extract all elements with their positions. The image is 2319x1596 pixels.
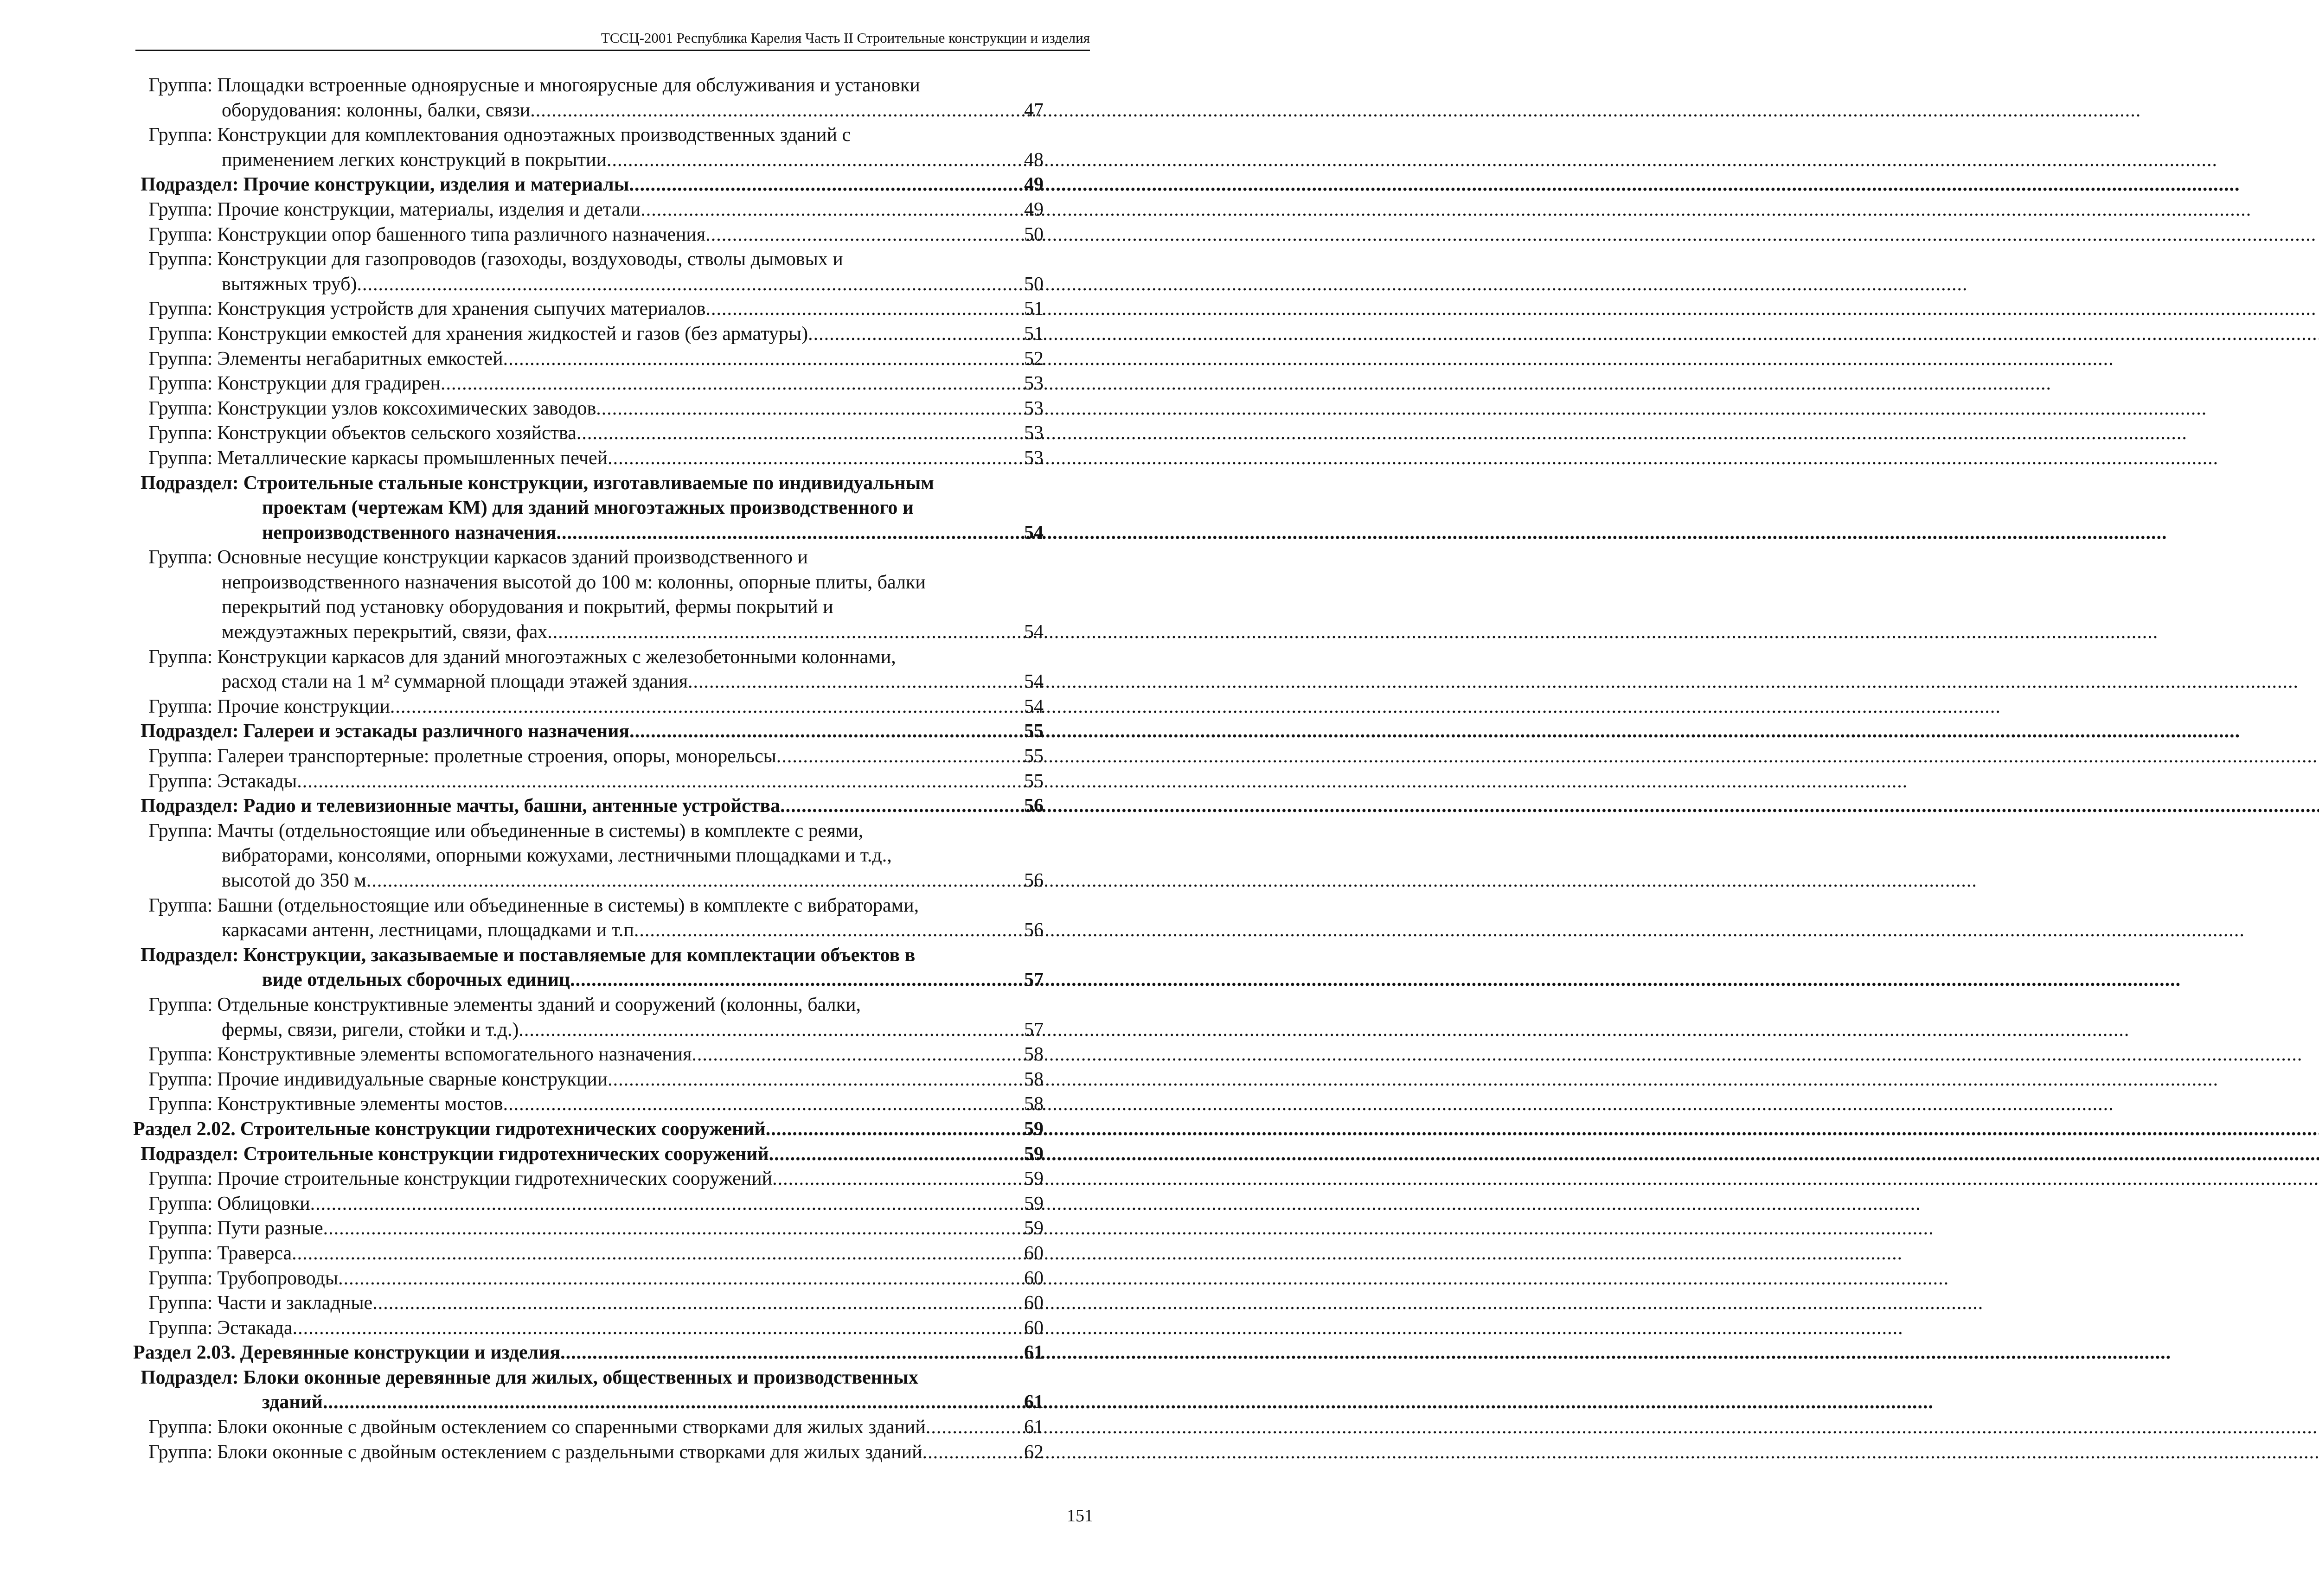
toc-entry-group [0, 1291, 1126, 1316]
toc-page-number: 48 [1024, 149, 1044, 171]
toc-entry-title: Траверса [217, 1242, 292, 1264]
dot-leader [503, 1092, 1024, 1117]
toc-entry-subsection [0, 943, 1126, 993]
toc-entry-group [0, 421, 1126, 446]
dot-leader [560, 1341, 1024, 1366]
toc-entry-group [0, 894, 1126, 943]
toc-page-number: 59 [1024, 1193, 1044, 1214]
toc-entry-title: Отдельные конструктивные элементы зданий и сооружений (колонны, балки, [217, 994, 861, 1015]
toc-entry-title: применением легких конструкций в покрытии [222, 149, 607, 171]
dot-leader [808, 322, 1024, 347]
toc-entry-title: проектам (чертежам КМ) для зданий многоэтажных производственного и [262, 497, 914, 519]
toc-entry-section [0, 1341, 1126, 1366]
dot-leader [608, 446, 1024, 471]
toc-entry-label: Группа: [148, 75, 213, 96]
toc-entry-subsection [0, 471, 1126, 546]
toc-entry-group [0, 1316, 1126, 1341]
toc-entry-label: Группа: [148, 323, 213, 345]
toc-entry-label: Группа: [148, 1242, 213, 1264]
toc-entry-group [0, 396, 1126, 421]
toc-page-number: 60 [1024, 1317, 1044, 1339]
toc-entry-group [0, 1440, 1126, 1465]
dot-leader [596, 396, 1024, 421]
dot-leader [338, 1266, 1024, 1291]
toc-entry-group [0, 1092, 1126, 1117]
toc-entry-title: непроизводственного назначения [262, 522, 557, 543]
dot-leader [366, 868, 1024, 894]
toc-entry-title: Конструкции узлов коксохимических заводов [217, 397, 596, 419]
toc-page-number: 58 [1024, 1093, 1044, 1115]
toc-entry-label: Группа: [148, 298, 213, 320]
toc-entry-label: Группа: [148, 1193, 213, 1214]
toc-entry-title: Блоки оконные с двойным остеклением со спаренными створками для жилых зданий [217, 1417, 926, 1438]
toc-entry-title: Башни (отдельностоящие или объединенные в системы) в комплекте с вибраторами, [217, 894, 919, 916]
dot-leader [776, 744, 1024, 769]
toc-entry-group [0, 1266, 1126, 1291]
toc-entry-group [0, 223, 1126, 248]
toc-entry-title: Части и закладные [217, 1292, 373, 1314]
dot-leader [922, 1440, 1024, 1465]
toc-entry-title: фермы, связи, ригели, стойки и т.д.) [222, 1019, 519, 1041]
dot-leader [629, 172, 1024, 198]
table-of-contents [0, 73, 1126, 1465]
dot-leader [547, 620, 1024, 645]
toc-entry-group [0, 1241, 1126, 1266]
toc-entry-group [0, 695, 1126, 720]
toc-entry-title: Конструктивные элементы вспомогательного назначения [217, 1044, 692, 1066]
toc-entry-group [0, 371, 1126, 396]
toc-entry-label: Группа: [148, 994, 213, 1015]
toc-entry-title: Элементы негабаритных емкостей [217, 348, 503, 370]
toc-entry-label: Группа: [148, 1068, 213, 1090]
toc-entry-title: Строительные стальные конструкции, изготавливаемые по индивидуальным [243, 472, 934, 494]
toc-entry-title: Радио и телевизионные мачты, башни, антенные устройства [243, 795, 781, 817]
toc-page-number: 60 [1024, 1267, 1044, 1289]
toc-entry-subsection [0, 1366, 1126, 1415]
dot-leader [323, 1216, 1024, 1241]
toc-entry-label: Подраздел: [141, 174, 239, 196]
toc-page-number: 55 [1024, 746, 1044, 767]
toc-page-number: 61 [1024, 1392, 1044, 1413]
toc-entry-group [0, 1067, 1126, 1092]
toc-entry-title: Блоки оконные деревянные для жилых, общественных и производственных [243, 1366, 918, 1388]
dot-leader [607, 148, 1024, 173]
toc-entry-title: междуэтажных перекрытий, связи, фах [222, 621, 548, 643]
dot-leader [641, 198, 1024, 223]
toc-entry-group [0, 819, 1126, 894]
toc-entry-title: Основные несущие конструкции каркасов зданий производственного и [217, 547, 808, 568]
dot-leader [577, 421, 1024, 446]
toc-page-number: 57 [1024, 969, 1044, 991]
toc-entry-label: Группа: [148, 1168, 213, 1190]
toc-page-number: 55 [1024, 721, 1044, 742]
toc-page-number: 54 [1024, 621, 1044, 643]
dot-leader [634, 918, 1024, 943]
toc-entry-label: Группа: [148, 547, 213, 568]
dot-leader [688, 670, 1024, 695]
toc-entry-group [0, 247, 1126, 297]
toc-entry-label: Группа: [148, 422, 213, 444]
toc-entry-title: Конструктивные элементы мостов [217, 1093, 503, 1115]
toc-page-number: 55 [1024, 770, 1044, 792]
toc-page-number: 57 [1024, 1019, 1044, 1041]
toc-entry-title: Прочие индивидуальные сварные конструкции [217, 1068, 608, 1090]
toc-entry-section [0, 1117, 1126, 1142]
toc-entry-title: Прочие конструкции, материалы, изделия и детали [217, 198, 641, 220]
toc-page-number: 59 [1024, 1118, 1044, 1140]
dot-leader [705, 297, 1024, 322]
toc-entry-group [0, 73, 1126, 123]
toc-page-number: 50 [1024, 273, 1044, 295]
toc-entry-title: Прочие строительные конструкции гидротехнических сооружений [217, 1168, 773, 1190]
toc-entry-group [0, 744, 1126, 769]
toc-entry-title: вытяжных труб) [222, 273, 357, 295]
toc-entry-title: Пути разные [217, 1218, 323, 1239]
toc-page-number: 60 [1024, 1292, 1044, 1314]
toc-entry-title: зданий [262, 1392, 323, 1413]
toc-page-number: 54 [1024, 671, 1044, 693]
toc-entry-title: Конструкции, заказываемые и поставляемые для комплектации объектов в [243, 944, 916, 966]
toc-entry-title: Конструкции опор башенного типа различного назначения [217, 223, 706, 245]
toc-page-number: 56 [1024, 870, 1044, 891]
toc-entry-group [0, 1415, 1126, 1440]
toc-entry-label: Группа: [148, 1441, 213, 1463]
toc-entry-group [0, 297, 1126, 322]
toc-page-number: 58 [1024, 1068, 1044, 1090]
dot-leader [692, 1042, 1024, 1067]
toc-entry-title: расход стали на 1 м² суммарной площади этажей здания [222, 671, 688, 693]
toc-page-number: 49 [1024, 198, 1044, 220]
dot-leader [530, 98, 1024, 123]
toc-entry-title: Конструкции для газопроводов (газоходы, воздуховоды, стволы дымовых и [217, 249, 843, 270]
dot-leader [441, 371, 1024, 396]
toc-entry-title: Конструкция устройств для хранения сыпучих материалов [217, 298, 706, 320]
running-header: ТССЦ-2001 Республика Карелия Часть II Строительные конструкции и изделия [601, 30, 1090, 46]
toc-entry-title: вибраторами, консолями, опорными кожухами, лестничными площадками и т.д., [222, 845, 892, 867]
toc-entry-group [0, 993, 1126, 1042]
header-rule [135, 50, 1090, 51]
dot-leader [608, 1067, 1024, 1092]
dot-leader [503, 347, 1024, 372]
toc-entry-label: Группа: [148, 447, 213, 469]
toc-entry-title: Конструкции объектов сельского хозяйства [217, 422, 577, 444]
toc-entry-label: Группа: [148, 124, 213, 146]
dot-leader [629, 719, 1024, 744]
toc-page-number: 61 [1024, 1342, 1044, 1364]
toc-entry-label: Подраздел: [141, 944, 239, 966]
toc-page-number: 53 [1024, 447, 1044, 469]
toc-entry-title: Прочие конструкции [217, 696, 390, 717]
toc-page-number: 62 [1024, 1441, 1044, 1463]
toc-entry-label: Подраздел: [141, 1143, 239, 1165]
toc-entry-label: Группа: [148, 198, 213, 220]
toc-entry-group [0, 1042, 1126, 1067]
toc-entry-label: Группа: [148, 1317, 213, 1339]
dot-leader [772, 1167, 1024, 1192]
toc-entry-label: Раздел 2.02. [133, 1118, 236, 1140]
toc-entry-label: Группа: [148, 373, 213, 395]
toc-entry-title: Конструкции емкостей для хранения жидкостей и газов (без арматуры) [217, 323, 808, 345]
dot-leader [705, 223, 1024, 248]
toc-entry-label: Группа: [148, 770, 213, 792]
toc-entry-title: каркасами антенн, лестницами, площадками и т.п [222, 919, 634, 941]
toc-entry-group [0, 769, 1126, 794]
toc-entry-title: Мачты (отдельностоящие или объединенные в системы) в комплекте с реями, [217, 820, 864, 842]
toc-entry-subsection [0, 719, 1126, 744]
dot-leader [297, 769, 1024, 794]
toc-page-number: 60 [1024, 1242, 1044, 1264]
toc-entry-label: Группа: [148, 894, 213, 916]
toc-entry-label: Группа: [148, 646, 213, 668]
dot-leader [372, 1291, 1024, 1316]
toc-entry-title: виде отдельных сборочных единиц [262, 969, 570, 991]
toc-entry-title: Конструкции каркасов для зданий многоэтажных с железобетонными колоннами, [217, 646, 896, 668]
toc-entry-title: оборудования: колонны, балки, связи [222, 99, 531, 121]
toc-entry-label: Группа: [148, 249, 213, 270]
toc-page-number: 51 [1024, 323, 1044, 345]
toc-entry-label: Группа: [148, 746, 213, 767]
toc-entry-subsection [0, 172, 1126, 198]
dot-leader [390, 695, 1024, 720]
toc-entry-title: Галереи транспортерные: пролетные строения, опоры, монорельсы [217, 746, 776, 767]
toc-entry-subsection [0, 794, 1126, 819]
toc-page-number: 53 [1024, 397, 1044, 419]
toc-entry-title: Облицовки [217, 1193, 310, 1214]
toc-page-number: 59 [1024, 1143, 1044, 1165]
toc-entry-title: Строительные конструкции гидротехнических сооружений [243, 1143, 769, 1165]
toc-entry-title: непроизводственного назначения высотой до 100 м: колонны, опорные плиты, балки [222, 571, 926, 593]
toc-entry-title: Галереи и эстакады различного назначения [243, 721, 630, 742]
toc-page-number: 56 [1024, 795, 1044, 817]
toc-entry-label: Группа: [148, 1417, 213, 1438]
toc-entry-title: Конструкции для градирен [217, 373, 441, 395]
toc-entry-group [0, 347, 1126, 372]
toc-page-number: 51 [1024, 298, 1044, 320]
dot-leader [357, 272, 1025, 297]
toc-page-number: 56 [1024, 919, 1044, 941]
toc-entry-subsection [0, 1142, 1126, 1167]
toc-entry-label: Подраздел: [141, 1366, 239, 1388]
page-number: 151 [1067, 1506, 1093, 1526]
dot-leader [766, 1117, 1024, 1142]
dot-leader [926, 1415, 1024, 1440]
toc-page-number: 54 [1024, 522, 1044, 543]
toc-entry-title: Деревянные конструкции и изделия [240, 1342, 561, 1364]
toc-page-number: 53 [1024, 422, 1044, 444]
dot-leader [570, 968, 1024, 993]
toc-entry-label: Группа: [148, 397, 213, 419]
toc-entry-title: высотой до 350 м [222, 870, 366, 891]
toc-entry-label: Группа: [148, 1292, 213, 1314]
toc-entry-title: Прочие конструкции, изделия и материалы [243, 174, 629, 196]
toc-entry-title: Трубопроводы [217, 1267, 339, 1289]
dot-leader [519, 1018, 1024, 1043]
toc-entry-group [0, 1216, 1126, 1241]
toc-page-number: 61 [1024, 1417, 1044, 1438]
toc-page-number: 49 [1024, 174, 1044, 196]
toc-page-number: 59 [1024, 1218, 1044, 1239]
toc-entry-label: Группа: [148, 1093, 213, 1115]
toc-entry-label: Группа: [148, 348, 213, 370]
toc-entry-title: Площадки встроенные одноярусные и многоярусные для обслуживания и установки [217, 75, 920, 96]
toc-entry-group [0, 123, 1126, 172]
toc-entry-label: Подраздел: [141, 472, 239, 494]
toc-entry-title: Конструкции для комплектования одноэтажных производственных зданий с [217, 124, 851, 146]
dot-leader [780, 794, 1024, 819]
dot-leader [556, 521, 1024, 546]
toc-entry-label: Раздел 2.03. [133, 1342, 236, 1364]
toc-page-number: 52 [1024, 348, 1044, 370]
toc-entry-label: Группа: [148, 820, 213, 842]
toc-entry-label: Группа: [148, 696, 213, 717]
toc-entry-title: Строительные конструкции гидротехнических сооружений [240, 1118, 766, 1140]
toc-entry-group [0, 446, 1126, 471]
toc-page-number: 58 [1024, 1044, 1044, 1066]
toc-page-number: 59 [1024, 1168, 1044, 1190]
toc-entry-label: Группа: [148, 223, 213, 245]
toc-entry-label: Подраздел: [141, 721, 239, 742]
toc-entry-label: Подраздел: [141, 795, 239, 817]
toc-entry-group [0, 1167, 1126, 1192]
dot-leader [310, 1192, 1024, 1217]
dot-leader [769, 1142, 1024, 1167]
toc-entry-title: Металлические каркасы промышленных печей [217, 447, 608, 469]
toc-entry-group [0, 198, 1126, 223]
toc-entry-label: Группа: [148, 1267, 213, 1289]
toc-page-number: 53 [1024, 373, 1044, 395]
toc-entry-title: Эстакада [217, 1317, 293, 1339]
toc-entry-label: Группа: [148, 1218, 213, 1239]
toc-entry-group [0, 645, 1126, 695]
toc-entry-title: Эстакады [217, 770, 297, 792]
toc-page-number: 50 [1024, 223, 1044, 245]
toc-entry-group [0, 1192, 1126, 1217]
dot-leader [293, 1316, 1024, 1341]
toc-entry-group [0, 545, 1126, 645]
toc-page-number: 47 [1024, 99, 1044, 121]
toc-page-number: 54 [1024, 696, 1044, 717]
toc-entry-title: Блоки оконные с двойным остеклением с раздельными створками для жилых зданий [217, 1441, 922, 1463]
toc-entry-label: Группа: [148, 1044, 213, 1066]
dot-leader [292, 1241, 1024, 1266]
toc-entry-group [0, 322, 1126, 347]
toc-entry-title: перекрытий под установку оборудования и покрытий, фермы покрытий и [222, 596, 833, 618]
dot-leader [323, 1390, 1024, 1415]
